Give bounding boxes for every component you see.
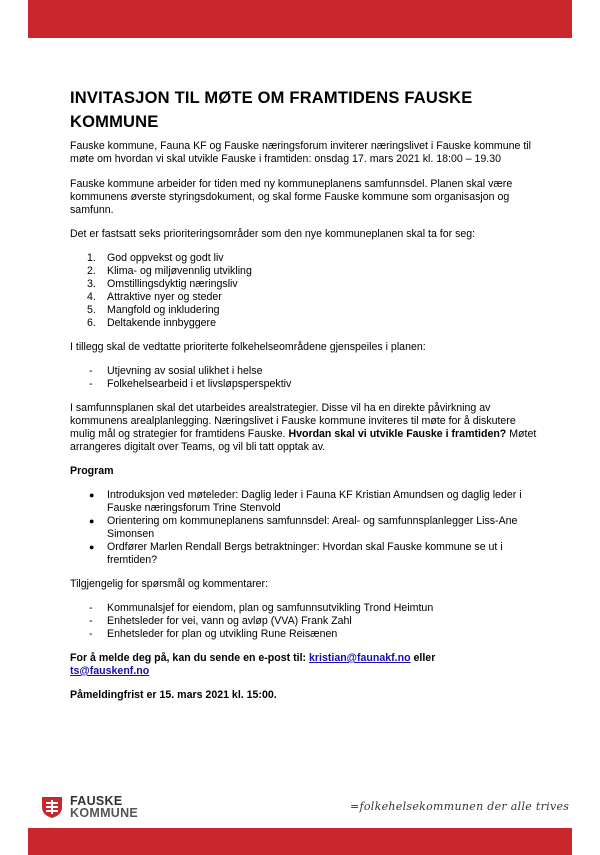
bottom-color-bar — [28, 828, 572, 855]
municipality-emblem-icon — [40, 795, 64, 819]
document-title: INVITASJON TIL MØTE OM FRAMTIDENS FAUSKE KOMMUNE — [70, 89, 473, 131]
footer-slogan: =folkehelsekommunen der alle trives — [350, 800, 570, 813]
list-item: ● Ordfører Marlen Rendall Bergs betraktninger: Hvordan skal Fauske kommune se ut i fremtiden? — [89, 541, 503, 566]
program-heading: Program — [70, 465, 114, 477]
health-intro: I tillegg skal de vedtatte prioriterte folkehelseområdene gjenspeiles i planen: — [70, 341, 426, 353]
list-item: ● Introduksjon ved møteleder: Daglig leder i Fauna KF Kristian Amundsen og daglig leder i Fauske næringsforum Trine Stenvold — [89, 489, 522, 514]
list-item: - Utjevning av sosial ulikhet i helse — [89, 365, 263, 377]
list-item: 5. Mangfold og inkludering — [87, 304, 220, 316]
list-item: 2. Klima- og miljøvennlig utvikling — [87, 265, 252, 277]
list-item: 4. Attraktive nyer og steder — [87, 291, 222, 303]
contacts-list — [70, 602, 540, 641]
top-color-bar — [28, 0, 572, 38]
email-link-ts[interactable]: ts@fauskenf.no — [70, 665, 150, 677]
list-item: - Enhetsleder for plan og utvikling Rune Reisænen — [89, 628, 338, 640]
priorities-intro: Det er fastsatt seks prioriteringsområder som den nye kommuneplanen skal ta for seg: — [70, 228, 476, 240]
fauske-kommune-logo — [40, 793, 160, 823]
list-item: - Folkehelsearbeid i et livsløpsperspektiv — [89, 378, 292, 390]
plan-paragraph: Fauske kommune arbeider for tiden med ny kommuneplanens samfunnsdel. Planen skal være kommunens øverste styringsdokument, og skal forme Fauske kommune som organisasjon og samfunn. — [70, 178, 513, 216]
list-item: - Kommunalsjef for eiendom, plan og samfunnsutvikling Trond Heimtun — [89, 602, 434, 614]
list-item: - Enhetsleder for vei, vann og avløp (VVA) Frank Zahl — [89, 615, 352, 627]
intro-paragraph: Fauske kommune, Fauna KF og Fauske næringsforum inviterer næringslivet i Fauske kommune til møte om hvordan vi skal utvikle Fauske i framtiden: onsdag 17. mars 2021 kl. 18:00 – 19.30 — [70, 140, 532, 165]
list-item: 6. Deltakende innbyggere — [87, 317, 216, 329]
strategy-paragraph: I samfunnsplanen skal det utarbeides arealstrategier. Disse vil ha en direkte påvirkning av kommunens arealplanlegging. Næringslivet i Fauske kommune inviteres til møte for å diskutere mulig mål og strategier for framtidens Fauske. Hvordan skal vi utvikle Fauske i framtiden? Møtet arrangeres digitalt over Teams, og vil bli tatt opptak av. — [70, 402, 537, 453]
availability-text: Tilgjengelig for spørsmål og kommentarer: — [70, 578, 269, 590]
document-body — [70, 86, 540, 713]
list-item: ● Orientering om kommuneplanens samfunnsdel: Areal- og samfunnsplanlegger Liss-Ane Simonsen — [89, 515, 518, 540]
email-link-kristian[interactable]: kristian@faunakf.no — [309, 652, 411, 664]
program-list — [70, 489, 540, 567]
signup-deadline: Påmeldingfrist er 15. mars 2021 kl. 15:00. — [70, 689, 277, 701]
health-list — [70, 365, 540, 391]
signup-paragraph: For å melde deg på, kan du sende en e-post til: kristian@faunakf.no eller ts@fauskenf.no — [70, 652, 436, 677]
priorities-list — [70, 252, 540, 330]
list-item: 1. God oppvekst og godt liv — [87, 252, 224, 264]
logo-text: FAUSKE KOMMUNE — [70, 794, 139, 820]
list-item: 3. Omstillingsdyktig næringsliv — [87, 278, 238, 290]
